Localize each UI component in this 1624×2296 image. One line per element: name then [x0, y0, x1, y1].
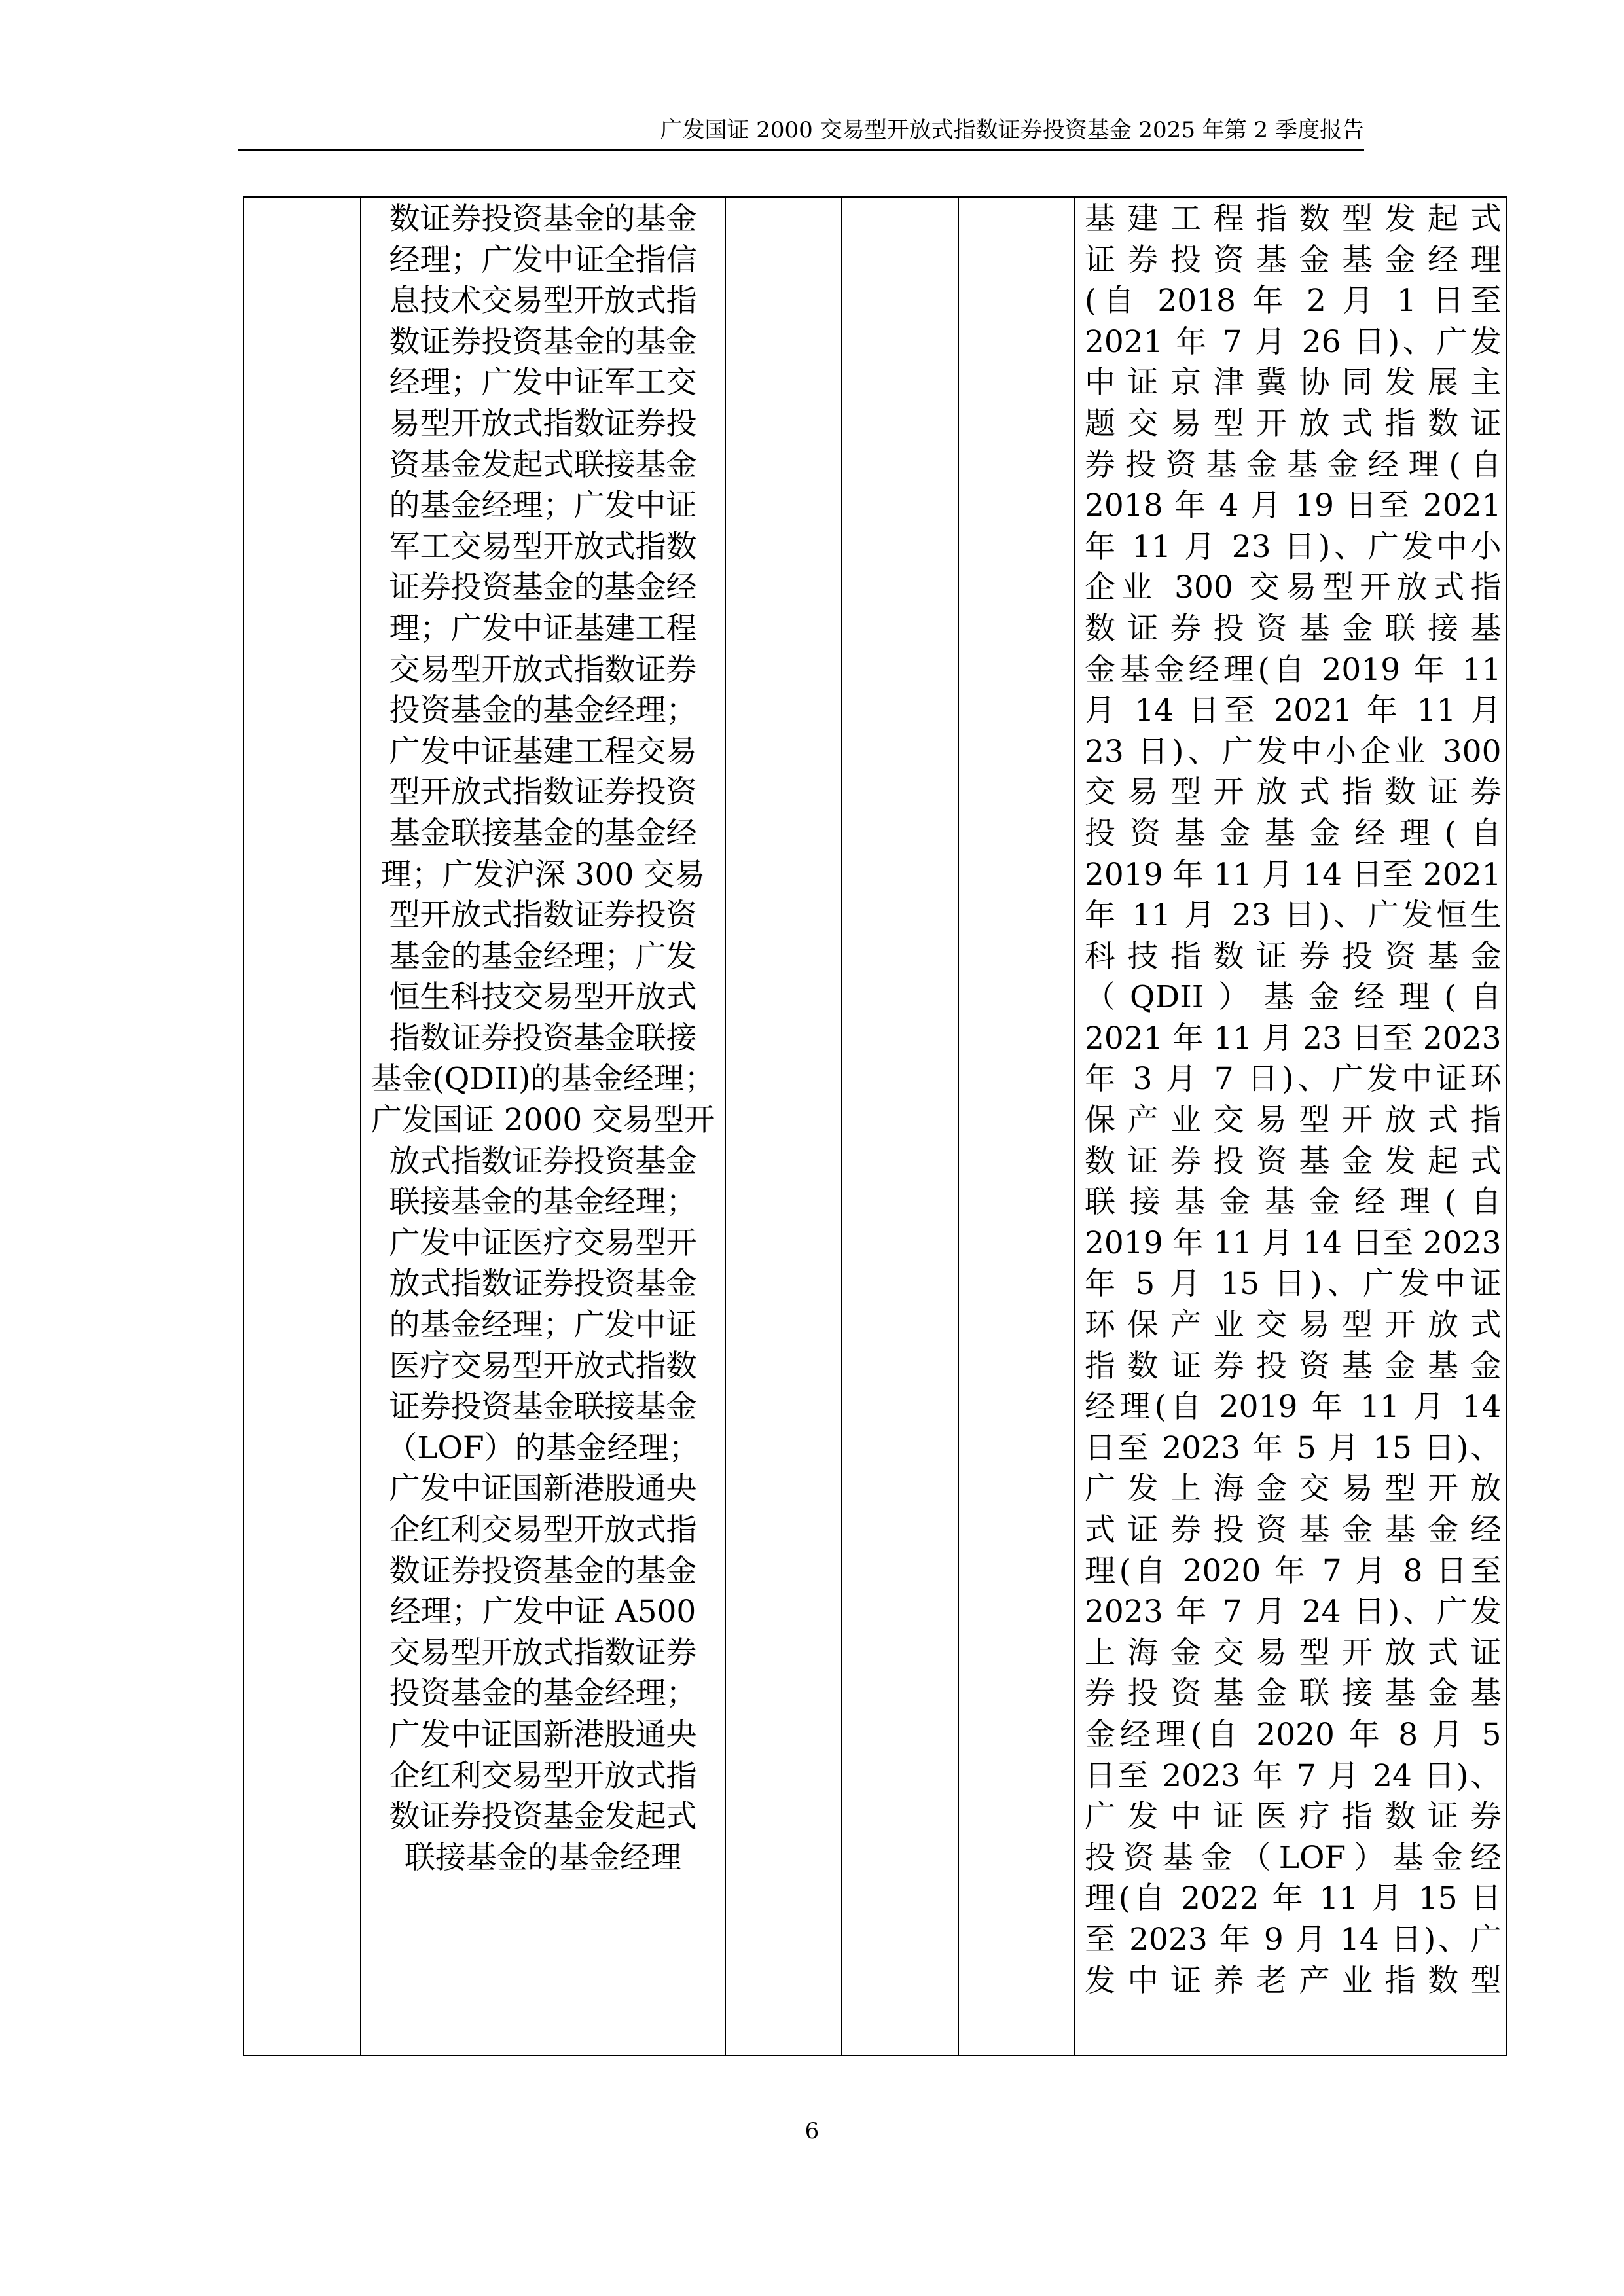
history-line: 券投资基金联接基金基: [1085, 1676, 1502, 1712]
history-line: 理(自 2022 年 11 月 15 日: [1085, 1880, 1502, 1917]
history-line: 式证券投资基金基金经: [1085, 1512, 1502, 1548]
position-line: 基金(QDII)的基金经理；: [370, 1061, 715, 1098]
position-line: 放式指数证券投资基金: [389, 1143, 697, 1179]
history-line: 环保产业交易型开放式: [1085, 1307, 1502, 1344]
history-line: 证券投资基金基金经理: [1085, 242, 1502, 278]
history-line: 发中证养老产业指数型: [1085, 1962, 1502, 1999]
position-line: 军工交易型开放式指数: [389, 528, 697, 565]
position-line: 广发中证基建工程交易: [389, 733, 697, 770]
history-line: （QDII）基金经理(自: [1085, 979, 1502, 1016]
position-line: 易型开放式指数证券投: [389, 405, 697, 442]
history-line: 投资基金基金经理(自: [1085, 815, 1502, 852]
position-line: 数证券投资基金的基金: [389, 201, 697, 237]
position-line: 广发中证医疗交易型开: [389, 1225, 697, 1261]
position-line: 企红利交易型开放式指: [389, 1757, 697, 1794]
history-line: 广发上海金交易型开放: [1085, 1471, 1502, 1507]
position-line: 理；广发中证基建工程: [389, 610, 697, 647]
position-line: 基金的基金经理；广发: [389, 938, 697, 975]
history-line: 年 11 月 23 日)、广发中小: [1085, 528, 1502, 565]
position-line: 的基金经理；广发中证: [389, 488, 697, 524]
position-line: 证券投资基金的基金经: [389, 569, 697, 606]
table-row: [244, 197, 1507, 2056]
history-line: 投资基金（LOF）基金经: [1085, 1839, 1502, 1876]
position-line: 联接基金的基金经理；: [389, 1184, 697, 1221]
position-line: 基金联接基金的基金经: [389, 815, 697, 852]
history-line: 经理(自 2019 年 11 月 14: [1085, 1389, 1502, 1426]
history-line: 指数证券投资基金基金: [1085, 1348, 1502, 1384]
position-line: 经理；广发中证军工交: [389, 365, 697, 401]
history-line: 日至 2023 年 5 月 15 日)、: [1085, 1429, 1502, 1466]
history-line: 券投资基金基金经理(自: [1085, 446, 1502, 483]
position-line: 数证券投资基金发起式: [389, 1799, 697, 1835]
position-line: 证券投资基金联接基金: [389, 1389, 697, 1426]
name-cell: [244, 197, 361, 2056]
position-cell: [361, 197, 725, 2056]
history-line: 企业 300 交易型开放式指: [1085, 569, 1502, 606]
position-text: [361, 198, 725, 1878]
history-line: 2019 年 11 月 14 日至 2021: [1085, 856, 1502, 893]
history-line: 年 5 月 15 日)、广发中证: [1085, 1266, 1502, 1302]
position-line: 广发中证国新港股通央: [389, 1716, 697, 1753]
history-line: 数证券投资基金联接基: [1085, 610, 1502, 647]
experience-years-cell: [958, 197, 1075, 2056]
position-line: 企红利交易型开放式指: [389, 1512, 697, 1548]
history-line: 年 11 月 23 日)、广发恒生: [1085, 897, 1502, 934]
position-line: 医疗交易型开放式指数: [389, 1348, 697, 1384]
history-line: 23 日)、广发中小企业 300: [1085, 733, 1502, 770]
history-line: 数证券投资基金发起式: [1085, 1143, 1502, 1179]
position-line: 投资基金的基金经理；: [389, 1676, 697, 1712]
history-line: 广发中证医疗指数证券: [1085, 1799, 1502, 1835]
history-line: 日至 2023 年 7 月 24 日)、: [1085, 1757, 1502, 1794]
tenure-start-cell: [725, 197, 842, 2056]
history-line: 2021 年 11 月 23 日至 2023: [1085, 1020, 1502, 1056]
history-line: 交易型开放式指数证券: [1085, 774, 1502, 811]
history-line: 理(自 2020 年 7 月 8 日至: [1085, 1552, 1502, 1589]
position-line: 资基金发起式联接基金: [389, 446, 697, 483]
history-line: 2019 年 11 月 14 日至 2023: [1085, 1225, 1502, 1261]
history-line: 2018 年 4 月 19 日至 2021: [1085, 488, 1502, 524]
history-line: 保产业交易型开放式指: [1085, 1102, 1502, 1139]
position-line: 息技术交易型开放式指: [389, 283, 697, 319]
history-cell: [1075, 197, 1507, 2056]
position-line: 经理；广发中证全指信: [389, 242, 697, 278]
header-divider: [238, 149, 1364, 151]
history-line: 金基金经理(自 2019 年 11: [1085, 651, 1502, 688]
position-line: 经理；广发中证 A500: [389, 1594, 696, 1630]
position-line: 广发国证 2000 交易型开: [370, 1102, 715, 1139]
history-line: 至 2023 年 9 月 14 日)、广: [1085, 1921, 1502, 1958]
position-line: 数证券投资基金的基金: [389, 323, 697, 360]
position-line: 理；广发沪深 300 交易: [380, 856, 706, 893]
position-line: 恒生科技交易型开放式: [389, 979, 697, 1016]
position-line: 放式指数证券投资基金: [389, 1266, 697, 1302]
page-number: 6: [804, 2118, 820, 2144]
history-line: 基建工程指数型发起式: [1085, 201, 1502, 237]
history-line: 题交易型开放式指数证: [1085, 405, 1502, 442]
history-line: 联接基金基金经理(自: [1085, 1184, 1502, 1221]
history-line: 2023 年 7 月 24 日)、广发: [1085, 1594, 1502, 1630]
position-line: 型开放式指数证券投资: [389, 774, 697, 811]
position-line: 交易型开放式指数证券: [389, 651, 697, 688]
history-line: 年 3 月 7 日)、广发中证环: [1085, 1061, 1502, 1098]
position-line: 指数证券投资基金联接: [389, 1020, 697, 1056]
position-line: 的基金经理；广发中证: [389, 1307, 697, 1344]
fund-manager-table: [243, 196, 1507, 2056]
position-line: 广发中证国新港股通央: [389, 1471, 697, 1507]
history-line: 月 14 日至 2021 年 11 月: [1085, 692, 1502, 729]
history-line: 中证京津冀协同发展主: [1085, 365, 1502, 401]
position-line: 型开放式指数证券投资: [389, 897, 697, 934]
history-line: 上海金交易型开放式证: [1085, 1634, 1502, 1671]
position-line: 交易型开放式指数证券: [389, 1634, 697, 1671]
report-header-title: 广发国证 2000 交易型开放式指数证券投资基金 2025 年第 2 季度报告: [660, 117, 1364, 143]
position-line: （LOF）的基金经理；: [386, 1429, 700, 1466]
tenure-end-cell: [842, 197, 958, 2056]
history-line: 科技指数证券投资基金: [1085, 938, 1502, 975]
history-line: (自 2018 年 2 月 1 日至: [1085, 283, 1502, 319]
position-line: 联接基金的基金经理: [405, 1839, 681, 1876]
history-text: [1075, 198, 1506, 2001]
history-line: 金经理(自 2020 年 8 月 5: [1085, 1716, 1502, 1753]
history-line: 2021 年 7 月 26 日)、广发: [1085, 323, 1502, 360]
position-line: 数证券投资基金的基金: [389, 1552, 697, 1589]
position-line: 投资基金的基金经理；: [389, 692, 697, 729]
